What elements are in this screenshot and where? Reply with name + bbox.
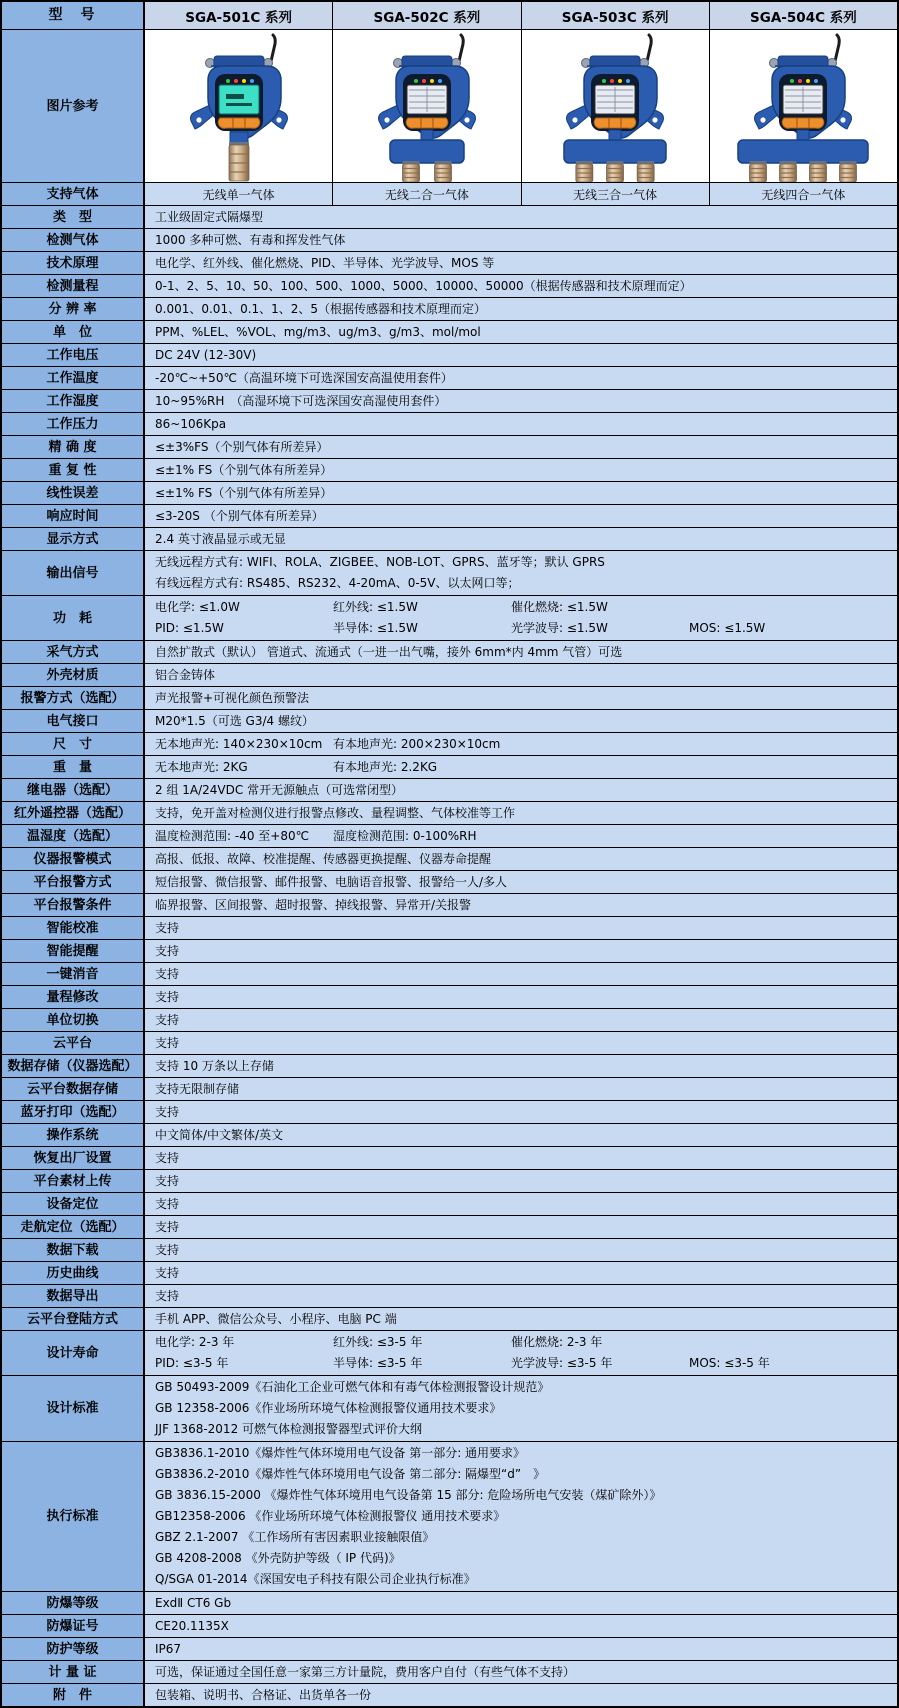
spec-row: [2, 1661, 897, 1684]
spec-label: 单 位: [2, 321, 145, 343]
spec-row: [2, 641, 897, 664]
spec-value: [145, 1124, 897, 1146]
spec-row: [2, 917, 897, 940]
spec-value: [145, 894, 897, 916]
image-row: [2, 30, 897, 183]
spec-row: [2, 1615, 897, 1638]
spec-value: [145, 986, 897, 1008]
spec-value-line: [155, 734, 887, 754]
spec-row: [2, 1193, 897, 1216]
spec-value: [145, 733, 897, 755]
spec-value: [145, 1262, 897, 1284]
spec-label: 报警方式（选配）: [2, 687, 145, 709]
spec-value-segment: 催化燃烧: 2-3 年: [511, 1335, 603, 1349]
spec-row: [2, 551, 897, 596]
spec-value-segment: 无本地声光: 140×230×10cm: [155, 737, 323, 751]
spec-value-segment: 催化燃烧: ≤1.5W: [511, 600, 608, 614]
spec-value-line: 工业级固定式隔爆型: [155, 210, 264, 224]
spec-value-line: 支持: [155, 921, 180, 935]
spec-value-line: GB3836.1-2010《爆炸性气体环境用电气设备 第一部分: 通用要求》: [155, 1446, 526, 1460]
spec-value: [145, 963, 897, 985]
gas-value-1: 无线单一气体: [145, 183, 333, 205]
spec-value: [145, 1376, 897, 1441]
spec-label: 平台素材上传: [2, 1170, 145, 1192]
spec-value-segment: 电化学: 2-3 年: [155, 1335, 235, 1349]
model-header-3: SGA-503C 系列: [522, 2, 710, 29]
spec-value-line: 短信报警、微信报警、邮件报警、电脑语音报警、报警给一人/多人: [155, 875, 508, 889]
spec-value-segment: 湿度检测范围: 0-100%RH: [333, 829, 477, 843]
spec-label: 计 量 证: [2, 1661, 145, 1683]
spec-row: [2, 986, 897, 1009]
model-header-2: SGA-502C 系列: [333, 2, 521, 29]
spec-value-line: 支持: [155, 990, 180, 1004]
spec-row: [2, 321, 897, 344]
spec-value-line: GB3836.2-2010《爆炸性气体环境用电气设备 第二部分: 隔爆型“d” 》: [155, 1467, 546, 1481]
spec-value-line: 支持: [155, 1266, 180, 1280]
gas-value-4: 无线四合一气体: [710, 183, 897, 205]
spec-value: [145, 1615, 897, 1637]
spec-value-line: [155, 618, 887, 639]
spec-row: [2, 1009, 897, 1032]
spec-value: [145, 206, 897, 228]
spec-value: [145, 321, 897, 343]
spec-row: [2, 275, 897, 298]
spec-row: [2, 733, 897, 756]
spec-value-segment: 红外线: ≤3-5 年: [333, 1335, 423, 1349]
spec-value: [145, 1442, 897, 1591]
spec-row: [2, 505, 897, 528]
spec-label: 操作系统: [2, 1124, 145, 1146]
spec-label: 量程修改: [2, 986, 145, 1008]
spec-label: 平台报警条件: [2, 894, 145, 916]
spec-label: 电气接口: [2, 710, 145, 732]
spec-value-line: Q/SGA 01-2014《深国安电子科技有限公司企业执行标准》: [155, 1572, 476, 1586]
spec-label: 功 耗: [2, 596, 145, 640]
spec-value: [145, 1078, 897, 1100]
spec-value-segment: 光学波导: ≤1.5W: [511, 621, 608, 635]
spec-row: [2, 963, 897, 986]
spec-label: 设计标准: [2, 1376, 145, 1441]
spec-row: [2, 482, 897, 505]
spec-value-segment: MOS: ≤3-5 年: [689, 1356, 770, 1370]
spec-label: 恢复出厂设置: [2, 1147, 145, 1169]
spec-value-line: 支持: [155, 1036, 180, 1050]
spec-label: 精 确 度: [2, 436, 145, 458]
spec-label: 技术原理: [2, 252, 145, 274]
spec-value: [145, 1684, 897, 1706]
spec-row: [2, 252, 897, 275]
spec-row: [2, 1308, 897, 1331]
spec-label: 智能校准: [2, 917, 145, 939]
spec-label: 工作压力: [2, 413, 145, 435]
spec-value: [145, 917, 897, 939]
spec-label: 走航定位（选配）: [2, 1216, 145, 1238]
spec-label: 继电器（选配）: [2, 779, 145, 801]
spec-value: [145, 436, 897, 458]
gas-value-2: 无线二合一气体: [333, 183, 521, 205]
spec-value-line: GB 12358-2006《作业场所环境气体检测报警仪通用技术要求》: [155, 1401, 502, 1415]
spec-value: [145, 1216, 897, 1238]
spec-label: 智能提醒: [2, 940, 145, 962]
spec-value: [145, 482, 897, 504]
spec-label: 显示方式: [2, 528, 145, 550]
spec-value-segment: 半导体: ≤3-5 年: [333, 1356, 423, 1370]
spec-label: 设备定位: [2, 1193, 145, 1215]
spec-label: 输出信号: [2, 551, 145, 595]
spec-value-line: 电化学、红外线、催化燃烧、PID、半导体、光学波导、MOS 等: [155, 256, 495, 270]
spec-value-line: JJF 1368-2012 可燃气体检测报警器型式评价大纲: [155, 1422, 423, 1436]
spec-label: 附 件: [2, 1684, 145, 1706]
spec-value: [145, 459, 897, 481]
spec-value-line: 2 组 1A/24VDC 常开无源触点（可选常闭型）: [155, 783, 404, 797]
detector-illustration-icon: [150, 32, 328, 182]
spec-value: [145, 1032, 897, 1054]
spec-value: [145, 825, 897, 847]
spec-label: 历史曲线: [2, 1262, 145, 1284]
spec-row: [2, 1055, 897, 1078]
spec-value-segment: 有本地声光: 2.2KG: [333, 760, 438, 774]
spec-label: 尺 寸: [2, 733, 145, 755]
spec-row: [2, 756, 897, 779]
spec-value-line: 临界报警、区间报警、超时报警、掉线报警、异常开/关报警: [155, 898, 472, 912]
spec-row: [2, 459, 897, 482]
spec-value: [145, 710, 897, 732]
spec-value-line: 支持: [155, 1220, 180, 1234]
spec-value-line: 支持: [155, 1243, 180, 1257]
spec-row: [2, 825, 897, 848]
spec-value-line: 0.001、0.01、0.1、1、2、5（根据传感器和技术原理而定）: [155, 302, 487, 316]
spec-value-line: 86~106Kpa: [155, 417, 227, 431]
spec-row: [2, 1216, 897, 1239]
spec-value-line: 10~95%RH （高湿环境下可选深国安高湿使用套件）: [155, 394, 447, 408]
spec-value-line: 支持: [155, 944, 180, 958]
spec-value-line: ≤±1% FS（个别气体有所差异）: [155, 463, 333, 477]
spec-label: 防爆等级: [2, 1592, 145, 1614]
spec-value-line: IP67: [155, 1642, 182, 1656]
spec-value: [145, 528, 897, 550]
image-row-label: 图片参考: [2, 30, 145, 182]
spec-label: 检测气体: [2, 229, 145, 251]
spec-value: [145, 344, 897, 366]
spec-label: 数据存储（仪器选配）: [2, 1055, 145, 1077]
spec-row: [2, 367, 897, 390]
spec-value-line: 有线远程方式有: RS485、RS232、4-20mA、0-5V、以太网口等；: [155, 576, 520, 590]
spec-value: [145, 551, 897, 595]
spec-label: 蓝牙打印（选配）: [2, 1101, 145, 1123]
spec-row: [2, 344, 897, 367]
spec-label: 执行标准: [2, 1442, 145, 1591]
spec-row: [2, 871, 897, 894]
spec-row: [2, 940, 897, 963]
spec-value-line: DC 24V (12-30V): [155, 348, 257, 362]
spec-row: [2, 1170, 897, 1193]
spec-row: [2, 848, 897, 871]
spec-row: [2, 1638, 897, 1661]
spec-label: 外壳材质: [2, 664, 145, 686]
spec-row: [2, 413, 897, 436]
spec-row: [2, 664, 897, 687]
spec-value-line: 支持: [155, 1105, 180, 1119]
spec-row: [2, 298, 897, 321]
spec-value: [145, 1285, 897, 1307]
spec-row: [2, 528, 897, 551]
spec-label: 工作电压: [2, 344, 145, 366]
spec-value-segment: PID: ≤3-5 年: [155, 1356, 229, 1370]
spec-label: 温湿度（选配）: [2, 825, 145, 847]
spec-value-segment: 无本地声光: 2KG: [155, 760, 248, 774]
spec-value-line: [155, 1353, 887, 1374]
spec-value-line: ≤3-20S （个别气体有所差异）: [155, 509, 324, 523]
spec-value: [145, 1638, 897, 1660]
spec-value-line: 手机 APP、微信公众号、小程序、电脑 PC 端: [155, 1312, 397, 1326]
spec-value-segment: 电化学: ≤1.0W: [155, 600, 240, 614]
spec-value-segment: 半导体: ≤1.5W: [333, 621, 418, 635]
spec-value-line: 自然扩散式（默认） 管道式、流通式（一进一出气嘴，接外 6mm*内 4mm 气管）可选: [155, 645, 623, 659]
spec-value: [145, 1147, 897, 1169]
spec-value-line: M20*1.5（可选 G3/4 螺纹）: [155, 714, 314, 728]
spec-row: [2, 1262, 897, 1285]
detector-image-sga-503c: [522, 30, 710, 182]
spec-value-line: ExdⅡ CT6 Gb: [155, 1596, 232, 1610]
spec-value: [145, 1101, 897, 1123]
spec-value-line: 支持: [155, 1174, 180, 1188]
spec-value: [145, 596, 897, 640]
spec-row: [2, 1032, 897, 1055]
spec-value-segment: PID: ≤1.5W: [155, 621, 224, 635]
spec-row: [2, 390, 897, 413]
spec-row: [2, 894, 897, 917]
spec-row: [2, 1442, 897, 1592]
spec-value-line: 支持: [155, 1151, 180, 1165]
spec-label: 分 辨 率: [2, 298, 145, 320]
spec-label: 工作湿度: [2, 390, 145, 412]
spec-value-line: 支持: [155, 1013, 180, 1027]
spec-value: [145, 779, 897, 801]
spec-row: [2, 1124, 897, 1147]
spec-label: 仪器报警模式: [2, 848, 145, 870]
spec-value: [145, 756, 897, 778]
spec-row: [2, 779, 897, 802]
spec-value: [145, 687, 897, 709]
spec-value: [145, 275, 897, 297]
spec-value-line: 声光报警+可视化颜色预警法: [155, 691, 310, 705]
spec-value: [145, 367, 897, 389]
spec-value-line: [155, 597, 887, 618]
spec-value: [145, 1055, 897, 1077]
spec-value: [145, 1661, 897, 1683]
spec-row: [2, 229, 897, 252]
spec-label: 工作温度: [2, 367, 145, 389]
spec-value-line: 2.4 英寸液晶显示或无显: [155, 532, 286, 546]
spec-row: [2, 1285, 897, 1308]
spec-value: [145, 641, 897, 663]
spec-value-line: GBZ 2.1-2007 《工作场所有害因素职业接触限值》: [155, 1530, 435, 1544]
spec-value: [145, 298, 897, 320]
spec-value-line: 支持: [155, 1197, 180, 1211]
spec-value-line: 1000 多种可燃、有毒和挥发性气体: [155, 233, 346, 247]
spec-row: [2, 1331, 897, 1376]
spec-label: 云平台数据存储: [2, 1078, 145, 1100]
model-header-4: SGA-504C 系列: [710, 2, 897, 29]
spec-label: 一键消音: [2, 963, 145, 985]
spec-value: [145, 848, 897, 870]
spec-value: [145, 871, 897, 893]
spec-value: [145, 940, 897, 962]
detector-illustration-icon: [714, 32, 892, 182]
spec-label: 重 复 性: [2, 459, 145, 481]
spec-row: [2, 1684, 897, 1706]
spec-value: [145, 229, 897, 251]
spec-label: 平台报警方式: [2, 871, 145, 893]
spec-label: 数据下载: [2, 1239, 145, 1261]
spec-value-segment: 光学波导: ≤3-5 年: [511, 1356, 613, 1370]
spec-value-segment: 红外线: ≤1.5W: [333, 600, 418, 614]
spec-value-line: [155, 1332, 887, 1353]
spec-value: [145, 1308, 897, 1330]
spec-value: [145, 1193, 897, 1215]
spec-label: 数据导出: [2, 1285, 145, 1307]
spec-row: [2, 802, 897, 825]
spec-value-line: GB12358-2006 《作业场所环境气体检测报警仪 通用技术要求》: [155, 1509, 506, 1523]
spec-value-line: 0-1、2、5、10、50、100、500、1000、5000、10000、50000（根据传感器和技术原理而定）: [155, 279, 692, 293]
spec-value: [145, 505, 897, 527]
spec-label: 采气方式: [2, 641, 145, 663]
gas-row-label: 支持气体: [2, 183, 145, 205]
spec-label: 红外遥控器（选配）: [2, 802, 145, 824]
spec-row: [2, 1239, 897, 1262]
spec-label: 检测量程: [2, 275, 145, 297]
spec-row: [2, 1147, 897, 1170]
model-header-1: SGA-501C 系列: [145, 2, 333, 29]
spec-value-line: 中文简体/中文繁体/英文: [155, 1128, 284, 1142]
spec-value-line: 支持: [155, 1289, 180, 1303]
spec-value-segment: 温度检测范围: -40 至+80℃: [155, 829, 310, 843]
spec-value-line: GB 50493-2009《石油化工企业可燃气体和有毒气体检测报警设计规范》: [155, 1380, 550, 1394]
detector-image-sga-501c: [145, 30, 333, 182]
spec-value-line: 支持无限制存储: [155, 1082, 240, 1096]
spec-value-line: PPM、%LEL、%VOL、mg/m3、ug/m3、g/m3、mol/mol: [155, 325, 481, 339]
spec-label: 设计寿命: [2, 1331, 145, 1375]
spec-value-segment: 有本地声光: 200×230×10cm: [333, 737, 501, 751]
spec-row: [2, 687, 897, 710]
detector-illustration-icon: [338, 32, 516, 182]
spec-value-line: 支持 10 万条以上存储: [155, 1059, 274, 1073]
spec-row: [2, 710, 897, 733]
spec-value-line: CE20.1135X: [155, 1619, 229, 1633]
spec-value: [145, 802, 897, 824]
spec-value-line: 高报、低报、故障、校准提醒、传感器更换提醒、仪器寿命提醒: [155, 852, 492, 866]
spec-row: [2, 1101, 897, 1124]
spec-value: [145, 1331, 897, 1375]
header-row: [2, 2, 897, 30]
spec-value-line: ≤±3%FS（个别气体有所差异）: [155, 440, 329, 454]
spec-value-line: -20℃~+50℃（高温环境下可选深国安高温使用套件）: [155, 371, 453, 385]
spec-value-line: 铝合金铸体: [155, 668, 216, 682]
spec-row: [2, 596, 897, 641]
spec-row: [2, 1376, 897, 1442]
spec-value: [145, 664, 897, 686]
spec-value: [145, 1009, 897, 1031]
spec-value: [145, 1239, 897, 1261]
spec-label: 防爆证号: [2, 1615, 145, 1637]
spec-value-line: [155, 826, 887, 846]
spec-value-line: 无线远程方式有: WIFI、ROLA、ZIGBEE、NOB-LOT、GPRS、蓝牙等；默认 GPRS: [155, 555, 605, 569]
spec-label: 单位切换: [2, 1009, 145, 1031]
spec-value-line: GB 3836.15-2000 《爆炸性气体环境用电气设备第 15 部分: 危险场所电气安装（煤矿除外）》: [155, 1488, 662, 1502]
spec-value-line: 支持，免开盖对检测仪进行报警点修改、量程调整、气体校准等工作: [155, 806, 516, 820]
detector-image-sga-504c: [710, 30, 897, 182]
detector-image-sga-502c: [333, 30, 521, 182]
spec-value-line: 包装箱、说明书、合格证、出货单各一份: [155, 1688, 372, 1702]
spec-label: 响应时间: [2, 505, 145, 527]
spec-label: 重 量: [2, 756, 145, 778]
spec-row: [2, 1078, 897, 1101]
spec-label: 线性误差: [2, 482, 145, 504]
spec-value-segment: MOS: ≤1.5W: [689, 621, 766, 635]
spec-value: [145, 1592, 897, 1614]
spec-label: 类 型: [2, 206, 145, 228]
spec-value-line: ≤±1% FS（个别气体有所差异）: [155, 486, 333, 500]
detector-illustration-icon: [526, 32, 704, 182]
spec-value: [145, 413, 897, 435]
spec-value-line: GB 4208-2008 《外壳防护等级（ IP 代码)》: [155, 1551, 401, 1565]
spec-row: [2, 436, 897, 459]
spec-row: [2, 1592, 897, 1615]
spec-label: 防护等级: [2, 1638, 145, 1660]
spec-value-line: 支持: [155, 967, 180, 981]
spec-label: 云平台: [2, 1032, 145, 1054]
spec-value-line: 可选，保证通过全国任意一家第三方计量院，费用客户自付（有些气体不支持）: [155, 1665, 576, 1679]
spec-value: [145, 390, 897, 412]
gas-value-3: 无线三合一气体: [522, 183, 710, 205]
model-header-label: 型 号: [2, 2, 145, 29]
spec-value: [145, 1170, 897, 1192]
spec-row: [2, 206, 897, 229]
spec-value-line: [155, 757, 887, 777]
gas-row: [2, 183, 897, 206]
spec-value: [145, 252, 897, 274]
spec-label: 云平台登陆方式: [2, 1308, 145, 1330]
